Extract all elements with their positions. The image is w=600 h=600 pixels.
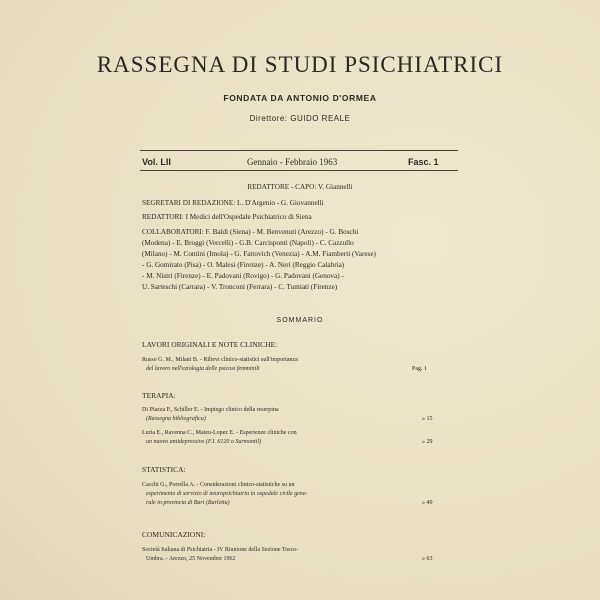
director-line: Direttore: GUIDO REALE [249,114,351,123]
section-title: TERAPIA: [142,391,176,400]
page-number: » 63 [422,556,433,562]
bottom-rule [140,170,458,171]
top-rule [140,150,458,151]
issue-date: Gennaio - Febbraio 1963 [247,157,338,167]
entry-line: (Rassegna bibliografica) [146,416,206,422]
entry-line: Di Piazza P., Schiller E. - Impiego clinico della reserpina [142,407,279,413]
collaborators-line: U. Sarteschi (Carrara) - V. Tronconi (Ferrara) - C. Tumiati (Firenze) [142,283,338,291]
entry-line: Società Italiana di Psichiatria - IV Riunione della Sezione Tosco- [142,547,299,553]
entry-line: Umbra. - Arezzo, 25 Novembre 1962 [146,556,236,562]
section-title: COMUNICAZIONI: [142,530,206,539]
entry-line: Cacchi G., Porrella A. - Considerazioni clinico-statistiche su un [142,482,295,488]
page-number: » 29 [422,439,433,445]
fascicle-label: Fasc. 1 [408,157,439,167]
summary-heading: SOMMARIO [276,317,324,324]
founder-line: FONDATA DA ANTONIO D'ORMEA [223,93,377,103]
page-number: » 49 [422,500,433,506]
entry-line: del lavoro nell'eziologia delle psicosi femminili [146,366,260,372]
editorial-editors: REDATTORI: I Medici dell'Ospedale Psichiatrico di Siena [142,213,312,221]
collaborators-line: COLLABORATORI: F. Baldi (Siena) - M. Benvenuti (Arezzo) - G. Boschi [142,228,359,236]
collaborators-line: - G. Gomirato (Pisa) - O. Malesi (Firenze) - A. Neri (Reggio Calabria) [142,261,345,269]
collaborators-line: - M. Nistri (Firenze) - E. Padovani (Rovigo) - G. Padovani (Genova) - [142,272,344,280]
collaborators-line: (Milano) - M. Contini (Imola) - G. Fattovich (Venezia) - A.M. Fiamberti (Varese) [142,250,376,258]
journal-title: RASSEGNA DI STUDI PSICHIATRICI [96,52,504,77]
page-number: » 15 [422,416,433,422]
page-number: Pag. 1 [412,366,427,372]
entry-line: Luria E., Ravenna C., Mateu-Lopez E. - Esperienze cliniche con [142,430,297,436]
entry-line: un nuovo antidepressivo (F.I. 6120 o Surmontil) [146,439,261,445]
entry-line: esperimento di servizio di neuropsichiatria in ospedale civile gene- [146,491,308,497]
volume-label: Vol. LII [142,157,171,167]
editor-in-chief: REDATTORE - CAPO: V. Giannelli [247,183,353,191]
entry-line: rale in provincia di Bari (Barletta) [146,500,230,506]
entry-line: Russo G. M., Milani B. - Rilievi clinico-statistici sull'importanza [142,357,298,363]
editorial-secretaries: SEGRETARI DI REDAZIONE: L. D'Argenio - G. Giovannelli [142,199,324,207]
section-title: LAVORI ORIGINALI E NOTE CLINICHE: [142,340,278,349]
section-title: STATISTICA: [142,465,186,474]
collaborators-line: (Modena) - E. Broggi (Vercelli) - G.B. Carcisponti (Napoli) - C. Cazzullo [142,239,354,247]
